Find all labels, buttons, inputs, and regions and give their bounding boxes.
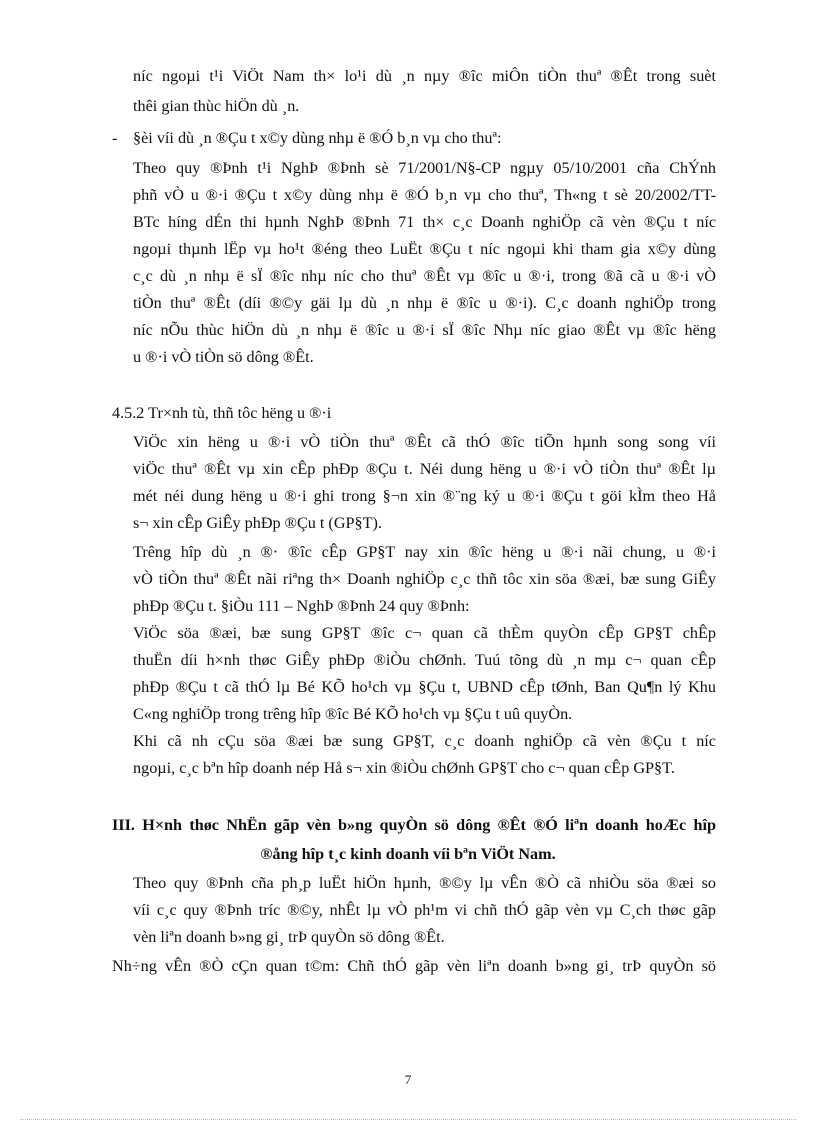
text-line: u ®·i vÒ tiÒn sö dông ®Êt.: [133, 348, 314, 366]
section-heading: III. H×nh thøc NhËn gãp vèn b»ng quyÒn sö dông ®Êt ®Ó liªn doanh hoÆc hîp: [112, 816, 716, 834]
text-line: Trêng hîp dù ¸n ®· ®îc cÊp GP§T nay xin ®îc hëng u ®·i nãi chung, u ®·i: [133, 543, 716, 561]
text-line: viÖc thuª ®Êt vµ xin cÊp phÐp ®Çu t. Néi dung hëng u ®·i vÒ tiÒn thuª ®Êt lµ: [133, 460, 716, 478]
text-line: c¸c dù ¸n nhµ ë sÏ ®îc nhµ níc cho thuª ®Êt vµ ®îc u ®·i, trong ®ã cã u ®·i vÒ: [133, 267, 716, 285]
text-line: Theo quy ®Þnh cña ph¸p luËt hiÖn hµnh, ®©y lµ vÊn ®Ò cã nhiÒu söa ®æi so: [133, 874, 716, 892]
text-line: níc nÕu thùc hiÖn dù ¸n nhµ ë ®îc u ®·i sÏ ®îc Nhµ níc giao ®Êt vµ ®îc hëng: [133, 321, 716, 339]
text-line: ViÖc xin hëng u ®·i vÒ tiÒn thuª ®Êt cã thÓ ®îc tiÕn hµnh song song víi: [133, 433, 716, 451]
text-line: Nh÷ng vÊn ®Ò cÇn quan t©m: Chñ thÓ gãp vèn liªn doanh b»ng gi¸ trÞ quyÒn sö: [112, 957, 716, 975]
text-line: víi c¸c quy ®Þnh tríc ®©y, nhÊt lµ vÒ ph¹m vi chñ thÓ gãp vèn vµ C¸ch thøc gãp: [133, 901, 716, 919]
text-line: thêi gian thùc hiÖn dù ¸n.: [133, 97, 300, 115]
text-line: phÐp ®Çu t. §iÒu 111 – NghÞ ®Þnh 24 quy ®Þnh:: [133, 597, 470, 615]
list-bullet: -: [112, 129, 118, 147]
text-line: ngoµi, c¸c bªn hîp doanh nép Hå s¬ xin ®iÒu chØnh GP§T cho c¬ quan cÊp GP§T.: [133, 759, 675, 777]
text-line: vèn liªn doanh b»ng gi¸ trÞ quyÒn sö dông ®Êt.: [133, 928, 445, 946]
page-number: 7: [404, 1072, 412, 1087]
text-line: mét néi dung hëng u ®·i ghi trong §¬n xin ®¨ng ký u ®·i ®Çu t göi kÌm theo Hå: [133, 487, 716, 505]
text-line: níc ngoµi t¹i ViÖt Nam th× lo¹i dù ¸n nµy ®îc miÔn tiÒn thuª ®Êt trong suèt: [133, 67, 716, 85]
text-line: tiÒn thuª ®Êt (díi ®©y gäi lµ dù ¸n nhµ ë ®îc u ®·i). C¸c doanh nghiÖp trong: [133, 294, 716, 312]
section-heading: 4.5.2 Tr×nh tù, thñ tôc hëng u ®·i: [112, 404, 332, 422]
text-line: phÐp ®Çu t cã thÓ lµ Bé KÕ ho¹ch vµ §Çu t, UBND cÊp tØnh, Ban Qu¶n lý Khu: [133, 678, 716, 696]
text-line: vÒ tiÒn thuª ®Êt nãi riªng th× Doanh nghiÖp c¸c thñ tôc xin söa ®æi, bæ sung GiÊy: [133, 570, 716, 588]
text-line: Theo quy ®Þnh t¹i NghÞ ®Þnh sè 71/2001/N§-CP ngµy 05/10/2001 cña ChÝnh: [133, 159, 716, 177]
text-line: s¬ xin cÊp GiÊy phÐp ®Çu t (GP§T).: [133, 514, 382, 532]
text-line: thuËn díi h×nh thøc GiÊy phÐp ®iÒu chØnh. Tuú tõng dù ¸n mµ c¬ quan cÊp: [133, 651, 716, 669]
page-bottom-divider: [20, 1119, 796, 1120]
text-line: ngoµi thµnh lËp vµ ho¹t ®éng theo LuËt ®Çu t níc ngoµi khi tham gia x©y dùng: [133, 240, 716, 258]
section-heading: ®ång hîp t¸c kinh doanh víi bªn ViÖt Nam.: [260, 845, 556, 863]
text-line: C«ng nghiÖp trong trêng hîp ®îc Bé KÕ ho¹ch vµ §Çu t uû quyÒn.: [133, 705, 573, 723]
text-line: Khi cã nh cÇu söa ®æi bæ sung GP§T, c¸c doanh nghiÖp cã vèn ®Çu t níc: [133, 732, 716, 750]
text-line: ViÖc söa ®æi, bæ sung GP§T ®îc c¬ quan cã thÈm quyÒn cÊp GP§T chÊp: [133, 624, 716, 642]
text-line: §èi víi dù ¸n ®Çu t x©y dùng nhµ ë ®Ó b¸n vµ cho thuª:: [133, 129, 502, 147]
text-line: BTc híng dÉn thi hµnh NghÞ ®Þnh 71 th× c¸c Doanh nghiÖp cã vèn ®Çu t níc: [133, 213, 716, 231]
text-line: phñ vÒ u ®·i ®Çu t x©y dùng nhµ ë ®Ó b¸n vµ cho thuª, Th«ng t sè 20/2002/TT-: [133, 186, 716, 204]
